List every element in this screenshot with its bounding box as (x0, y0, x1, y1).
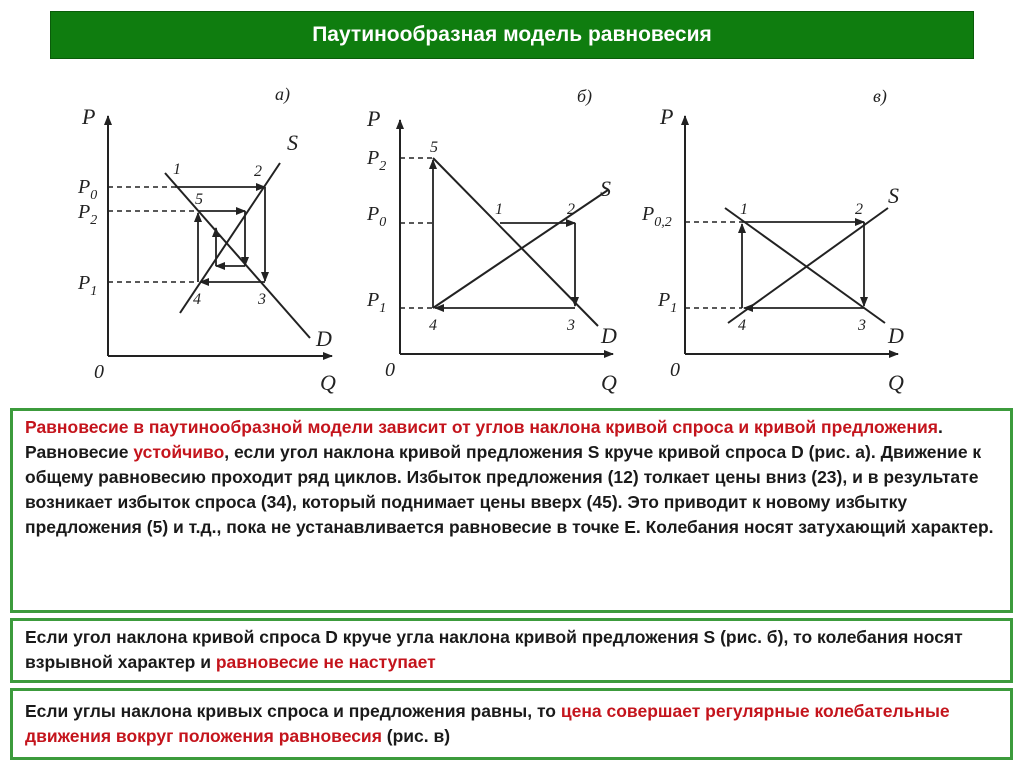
q-axis-label: Q (888, 370, 904, 395)
highlight-text: равновесие не наступает (215, 652, 436, 672)
point-label: 4 (738, 317, 746, 334)
supply-label: S (287, 130, 298, 155)
point-label: 4 (193, 291, 201, 308)
diagram-label: в) (873, 86, 887, 106)
supply-label: S (600, 176, 611, 201)
point-label: 1 (173, 161, 181, 178)
p-axis-label: P (660, 104, 674, 129)
p-axis-label: P (82, 104, 96, 129)
price-label-p1: $P_1$ (658, 289, 678, 316)
point-label: 4 (429, 317, 437, 334)
demand-curve (433, 158, 598, 326)
price-label-p1: $P_1$ (367, 289, 387, 316)
p-axis-label: P (367, 106, 381, 131)
point-label: 3 (567, 317, 575, 334)
highlight-text: регулярные колебательные движения вокруг положения равновесия (25, 701, 950, 746)
point-label: 3 (258, 291, 266, 308)
point-label: 2 (855, 201, 863, 218)
price-label-p1: $P_1$ (78, 272, 98, 299)
price-label-p02: $P_{0,2}$ (642, 203, 672, 230)
point-label: 1 (740, 201, 748, 218)
demand-label: D (601, 323, 617, 348)
origin-label: 0 (385, 359, 395, 381)
q-axis-label: Q (320, 370, 336, 395)
explanation-box-stable (10, 408, 1013, 613)
body-text: (рис. в) (381, 726, 451, 746)
demand-curve (725, 208, 885, 323)
demand-label: D (888, 323, 904, 348)
explanation-box-regular (10, 688, 1013, 760)
point-label: 2 (254, 163, 262, 180)
diagram-label: б) (577, 86, 593, 106)
origin-label: 0 (670, 359, 680, 381)
explanation-box-explosive (10, 618, 1013, 683)
diagram-c (630, 78, 950, 408)
price-label-p0: $P_0$ (367, 203, 387, 230)
q-axis-label: Q (601, 370, 617, 395)
point-label: 1 (495, 201, 503, 218)
point-label: 5 (195, 191, 203, 208)
body-text: , если угол наклона кривой предложения S круче кривой спроса D (рис. а). Движение к общему равновесию проходит ряд циклов. Избыток предложения (12) толкает цены вниз (23), и в результате возникает избыток спроса (34), который поднимает цены вверх (45). Это приводит к новому избытку предложения (5) и т.д., пока не устанавливается равновесие в точке Е. Колебания носят затухающий характер. (25, 442, 994, 537)
supply-curve (433, 190, 608, 308)
body-text: . Равновесие (25, 417, 943, 462)
demand-label: D (316, 326, 332, 351)
demand-curve (165, 173, 310, 338)
page-title: Паутинообразная модель равновесия (50, 11, 974, 59)
diagram-label: а) (275, 84, 290, 104)
origin-label: 0 (94, 361, 104, 383)
highlight-text: Равновесие в паутинообразной модели зависит от углов наклона кривой спроса и кривой предложения (25, 417, 938, 437)
point-label: 5 (430, 139, 438, 156)
point-label: 3 (858, 317, 866, 334)
highlight-text: устойчиво (133, 442, 225, 462)
diagram-b (345, 78, 665, 408)
price-label-p2: $P_2$ (78, 201, 98, 228)
price-label-p2: $P_2$ (367, 147, 387, 174)
price-label-p0: $P_0$ (78, 176, 98, 203)
point-label: 2 (567, 201, 575, 218)
highlight-text: цена совершает (560, 701, 706, 721)
diagram-a (70, 78, 390, 408)
body-text: Если углы наклона кривых спроса и предложения равны, то (25, 701, 561, 721)
body-text: Если угол наклона кривой спроса D круче угла наклона кривой предложения S (рис. б), то колебания носят взрывной характер и (25, 627, 963, 672)
supply-label: S (888, 183, 899, 208)
